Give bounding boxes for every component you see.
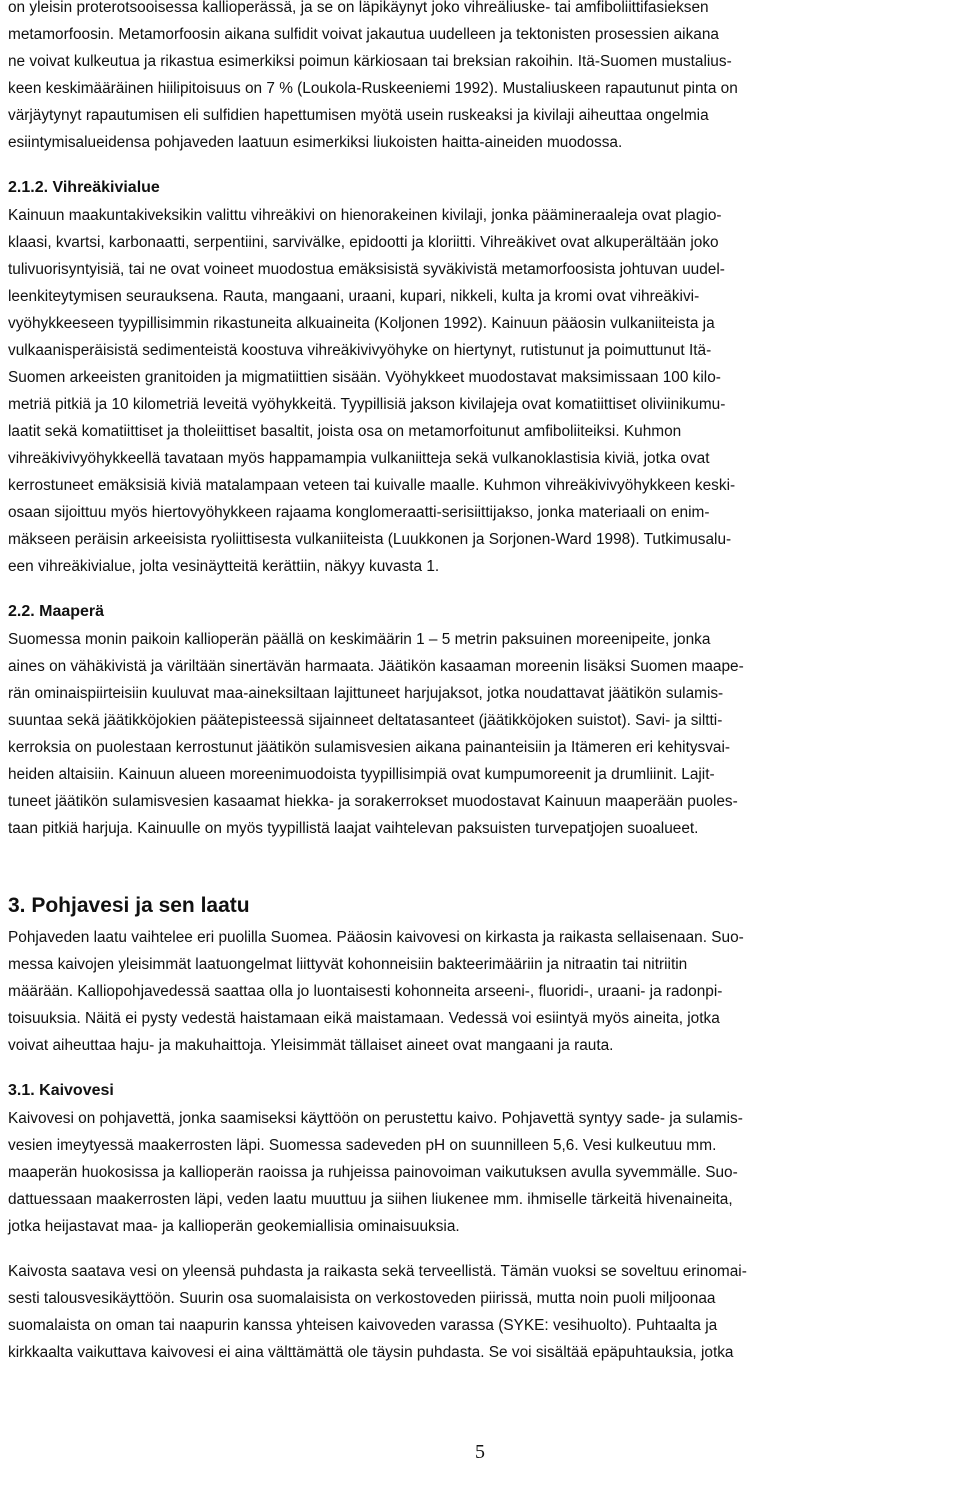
text-line: leenkiteytymisen seurauksena. Rauta, mangaani, uraani, kupari, nikkeli, kulta ja kromi ovat vihreäkivi-: [8, 288, 700, 305]
text-line: metamorfoosin. Metamorfoosin aikana sulfidit voivat jakautua uudelleen ja tektonisten prosessien aikana: [8, 26, 719, 43]
text-line: keen keskimääräinen hiilipitoisuus on 7 % (Loukola-Ruskeeniemi 1992). Mustaliuskeen rapautunut pinta on: [8, 80, 738, 97]
text-line: vulkaanisperäisistä sedimenteistä koostuva vihreäkivivyöhyke on hiertynyt, rutistunut ja poimuttunut Itä-: [8, 342, 712, 359]
spacer: [8, 580, 952, 598]
text-line: een vihreäkivialue, jolta vesinäytteitä kerättiin, näkyy kuvasta 1.: [8, 558, 440, 575]
spacer: [8, 842, 952, 888]
section-2-2: [8, 598, 952, 842]
text-line: kerroksia on puolestaan kerrostunut jäätikön sulamisvesien aikana painanteisiin ja Itämeren eri kehitysvai-: [8, 739, 731, 756]
text-line: tuneet jäätikön sulamisvesien kasaamat hiekka- ja sorakerrokset muodostavat Kainuun maaperään puoles-: [8, 793, 738, 810]
text-line: värjäytynyt rapautumisen eli sulfidien hapettumisen myötä usein ruskeaksi ja kivilaji aiheuttaa ongelmia: [8, 107, 709, 124]
text-line: Kainuun maakuntakiveksikin valittu vihreäkivi on hienorakeinen kivilaji, jonka päämineraaleja ovat plagio-: [8, 207, 722, 224]
section-3-1: [8, 1077, 952, 1366]
text-line: jotka heijastavat maa- ja kallioperän geokemiallisia ominaisuuksia.: [8, 1218, 460, 1235]
section-heading: 2.2. Maaperä: [8, 603, 105, 620]
text-line: Suomen arkeeisten granitoiden ja migmatiittien sisään. Vyöhykkeet muodostavat maksimissaan 100 kilo-: [8, 369, 721, 386]
document-body: [8, 0, 952, 1366]
text-line: kerrostuneet emäksisiä kiviä matalampaan veteen tai kuivalle maalle. Kuhmon vihreäkivivyöhykkeen keski-: [8, 477, 736, 494]
spacer: [8, 1240, 952, 1258]
page-number: 5: [475, 1441, 485, 1463]
text-line: Suomessa monin paikoin kallioperän päällä on keskimäärin 1 – 5 metrin paksuinen moreenipeite, jonka: [8, 631, 711, 648]
text-line: vihreäkivivyöhykkeellä tavataan myös happamampia vulkaniitteja sekä vulkanoklastisia kiviä, jotka ovat: [8, 450, 710, 467]
text-line: mäkseen peräisin arkeeisista ryoliittisesta vulkaniiteista (Luukkonen ja Sorjonen-Ward 1998). Tutkimusalu-: [8, 531, 732, 548]
section-3: [8, 888, 952, 1059]
text-line: vesien imeytyessä maakerrosten läpi. Suomessa sadeveden pH on suunnilleen 5,6. Vesi kulkeutuu mm.: [8, 1137, 717, 1154]
chapter-heading: 3. Pohjavesi ja sen laatu: [8, 894, 250, 917]
text-line: rän ominaispiirteisiin kuuluvat maa-aineksiltaan lajittuneet harjujaksot, jotka noudattavat jäätikön sulamis-: [8, 685, 724, 702]
text-line: Pohjaveden laatu vaihtelee eri puolilla Suomea. Pääosin kaivovesi on kirkasta ja raikasta sellaisenaan. Suo-: [8, 929, 744, 946]
text-line: metriä pitkiä ja 10 kilometriä leveitä vyöhykkeitä. Tyypillisiä jakson kivilajeja ovat komatiittiset oliviinikumu-: [8, 396, 726, 413]
text-line: sesti talousvesikäyttöön. Suurin osa suomalaisista on verkostoveden piirissä, mutta noin puoli miljoonaa: [8, 1290, 716, 1307]
text-line: messa kaivojen yleisimmät laatuongelmat liittyvät kohonneisiin bakteerimääriin ja nitraatin tai nitriitin: [8, 956, 688, 973]
text-line: toisuuksia. Näitä ei pysty vedestä haistamaan eikä maistamaan. Vedessä voi esiintyä myös aineita, jotka: [8, 1010, 720, 1027]
text-line: määrään. Kalliopohjavedessä saattaa olla jo luontaisesti kohonneita arseeni-, fluoridi-, uraani- ja radonpi-: [8, 983, 723, 1000]
text-line: dattuessaan maakerrosten läpi, veden laatu muuttuu ja siihen liukenee mm. ihmiselle tärkeitä hivenaineita,: [8, 1191, 733, 1208]
text-line: tulivuorisyntyisiä, tai ne ovat voineet muodostua emäksisistä syväkivistä metamorfoosista johtuvan uudel-: [8, 261, 725, 278]
text-line: on yleisin proterotsooisessa kallioperässä, ja se on läpikäynyt joko vihreäliuske- tai amfiboliittifasieksen: [8, 0, 709, 16]
section-heading: 2.1.2. Vihreäkivialue: [8, 179, 160, 196]
text-line: Kaivovesi on pohjavettä, jonka saamiseksi käyttöön on perustettu kaivo. Pohjavettä syntyy sade- ja sulamis-: [8, 1110, 743, 1127]
intro-paragraph: [8, 0, 952, 156]
spacer: [8, 156, 952, 174]
text-line: aines on vähäkivistä ja väriltään sinertävän harmaata. Jäätikön kasaaman moreenin lisäksi Suomen maape-: [8, 658, 744, 675]
text-line: ne voivat kulkeutua ja rikastua esimerkiksi poimun kärkiosaan tai breksian rakoihin. Itä-Suomen mustalius-: [8, 53, 732, 70]
text-line: klaasi, kvartsi, karbonaatti, serpentiini, sarvivälke, epidootti ja kloriitti. Vihreäkivet ovat alkuperältään joko: [8, 234, 719, 251]
section-heading: 3.1. Kaivovesi: [8, 1082, 114, 1099]
text-line: voivat aiheuttaa haju- ja makuhaittoja. Yleisimmät tällaiset aineet ovat mangaani ja rauta.: [8, 1037, 614, 1054]
spacer: [8, 1059, 952, 1077]
text-line: taan pitkiä harjuja. Kainuulle on myös tyypillistä laajat vaihtelevan paksuisten turvepatjojen suoalueet.: [8, 820, 699, 837]
section-2-1-2: [8, 174, 952, 580]
text-line: suuntaa sekä jäätikköjokien päätepisteessä sijainneet deltatasanteet (jäätikköjoken suistot). Savi- ja siltti-: [8, 712, 723, 729]
text-line: vyöhykkeeseen tyypillisimmin rikastuneita alkuaineita (Koljonen 1992). Kainuun pääosin vulkaniiteista ja: [8, 315, 715, 332]
text-line: osaan sijoittuu myös hiertovyöhykkeen rajaama konglomeraatti-serisiittijakso, jonka materiaali on enim-: [8, 504, 710, 521]
text-line: maaperän huokosissa ja kallioperän raoissa ja ruhjeissa painovoiman vaikutuksen avulla syvemmälle. Suo-: [8, 1164, 738, 1181]
text-line: heiden altaisiin. Kainuun alueen moreenimuodoista tyypillisimpiä ovat kumpumoreenit ja drumliinit. Lajit-: [8, 766, 715, 783]
text-line: esiintymisalueidensa pohjaveden laatuun esimerkiksi liukoisten haitta-aineiden muodossa.: [8, 134, 623, 151]
text-line: laatit sekä komatiittiset ja tholeiittiset basaltit, joista osa on metamorfoitunut amfiboliiteiksi. Kuhmon: [8, 423, 682, 440]
text-line: Kaivosta saatava vesi on yleensä puhdasta ja raikasta sekä terveellistä. Tämän vuoksi se soveltuu erinomai-: [8, 1263, 747, 1280]
text-line: kirkkaalta vaikuttava kaivovesi ei aina välttämättä ole täysin puhdasta. Se voi sisältää epäpuhtauksia, jotka: [8, 1344, 734, 1361]
text-line: suomalaista on oman tai naapurin kanssa yhteisen kaivoveden varassa (SYKE: vesihuolto). Puhtaalta ja: [8, 1317, 718, 1334]
